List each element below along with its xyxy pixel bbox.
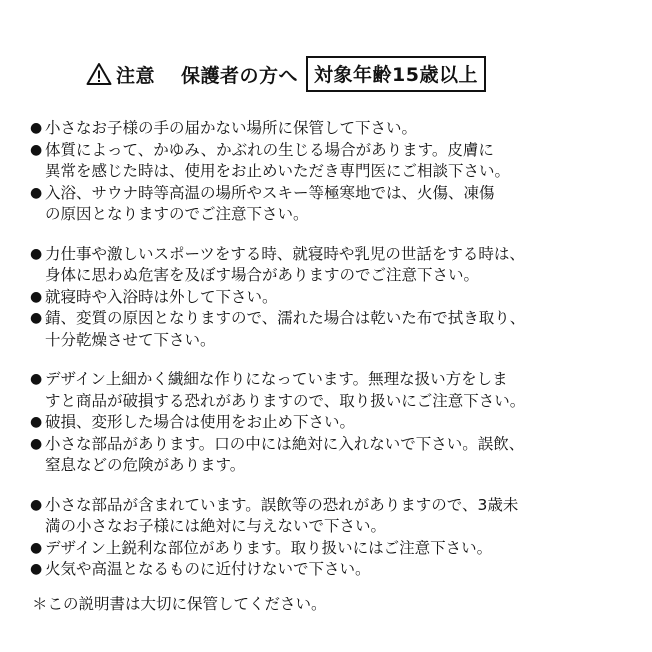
bullet-icon: ●: [30, 414, 43, 430]
caution-text-line: 就寝時や入浴時は外して下さい。: [45, 287, 278, 306]
caution-item: [30, 140, 630, 183]
caution-text-line: 満の小さなお子様には絶対に与えないで下さい。: [45, 517, 387, 535]
caution-text-line: 錆、変質の原因となりますので、濡れた場合は乾いた布で拭き取り、: [45, 309, 526, 327]
caution-list: [30, 118, 630, 599]
caution-group: [30, 495, 630, 581]
caution-item: [30, 538, 630, 560]
bullet-icon: ●: [30, 141, 43, 158]
caution-group: [30, 369, 630, 477]
bullet-icon: ●: [30, 245, 43, 262]
caution-text-line: 窒息などの危険があります。: [45, 456, 246, 474]
caution-text-line: 体質によって、かゆみ、かぶれの生じる場合があります。皮膚に: [45, 140, 494, 159]
caution-item: [30, 287, 630, 309]
caution-item: [30, 244, 630, 287]
bullet-icon: ●: [30, 371, 43, 387]
caution-item: [30, 308, 630, 351]
caution-text-line: 小さな部品があります。口の中には絶対に入れないで下さい。誤飲、: [45, 434, 525, 453]
caution-text-line: 入浴、サウナ時等高温の場所やスキー等極寒地では、火傷、凍傷: [45, 183, 495, 202]
caution-text-line: デザイン上鋭利な部位があります。取り扱いにはご注意下さい。: [45, 538, 493, 557]
caution-item: [30, 412, 630, 434]
bullet-icon: ●: [30, 561, 43, 577]
caution-item: [30, 183, 630, 226]
bullet-icon: ●: [30, 288, 43, 305]
bullet-icon: ●: [30, 120, 43, 136]
caution-item: [30, 369, 630, 412]
caution-item: [30, 495, 630, 538]
caution-text-line: 十分乾燥させて下さい。: [45, 330, 216, 349]
caution-item: [30, 559, 630, 581]
caution-text-line: 小さな部品が含まれています。誤飲等の恐れがありますので、3歳未: [45, 495, 519, 514]
caution-item: [30, 434, 630, 477]
age-badge: 対象年齢15歳以上: [306, 56, 486, 92]
caution-text-line: 破損、変形した場合は使用をお止め下さい。: [45, 413, 356, 431]
caution-header: [86, 56, 566, 92]
guardian-label: 保護者の方へ: [181, 64, 299, 87]
caution-item: [30, 118, 630, 140]
caution-group: [30, 244, 630, 352]
caution-text-line: 小さなお子様の手の届かない場所に保管して下さい。: [45, 119, 418, 137]
caution-text-line: デザイン上細かく繊細な作りになっています。無理な扱い方をしま: [45, 370, 508, 388]
caution-text-line: の原因となりますのでご注意下さい。: [45, 205, 309, 223]
caution-text-line: すと商品が破損する恐れがありますので、取り扱いにご注意下さい。: [45, 391, 526, 410]
caution-text-line: 異常を感じた時は、使用をお止めいただき専門医にご相談下さい。: [45, 162, 511, 180]
caution-text-line: 火気や高温となるものに近付けないで下さい。: [45, 560, 371, 578]
bullet-icon: ●: [30, 310, 43, 326]
bullet-icon: ●: [30, 496, 43, 513]
bullet-icon: ●: [30, 539, 43, 556]
bullet-icon: ●: [30, 184, 43, 201]
caution-group: [30, 118, 630, 226]
warning-triangle-icon: [86, 62, 112, 86]
caution-text-line: 身体に思わぬ危害を及ぼす場合がありますのでご注意下さい。: [45, 266, 480, 284]
footer-note: ＊この説明書は大切に保管してください。: [32, 595, 327, 613]
caution-label: 注意: [116, 64, 156, 87]
caution-text-line: 力仕事や激しいスポーツをする時、就寝時や乳児の世話をする時は、: [45, 244, 525, 263]
bullet-icon: ●: [30, 435, 43, 452]
